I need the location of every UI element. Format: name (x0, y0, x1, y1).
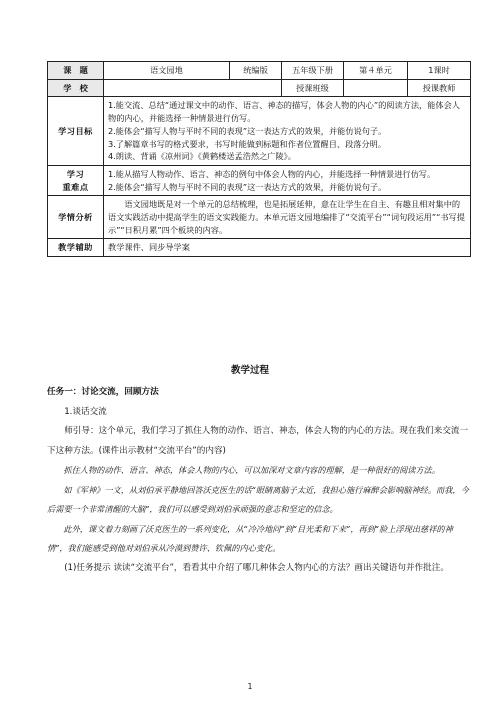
analysis-text: 语文园地既是对一个单元的总结梳理，也是拓展延伸，意在让学生在自主、有趣且相对集中的语文实践活动中提高学生的语文实践能力。本单元语文园地编排了“交流平台”“词句段运用”“书写提示”“日积月累”四个板块的内容。 (108, 199, 465, 235)
keypoints-row (48, 165, 471, 195)
school-row (48, 79, 471, 97)
paragraph: (1)任务提示 读读“交流平台”，看看其中介绍了哪几种体会人物内心的方法？画出关键语句并作批注。 (64, 562, 449, 573)
aids-label: 教学辅助 (48, 239, 104, 257)
class-label: 授课班级 (282, 79, 344, 97)
task-heading: 任务一：讨论交流，回顾方法 (47, 387, 159, 397)
paragraph: 此外，课文着力刻画了沃克医生的一系列变化，从“冷冷地问”到“目光柔和下来”，再到“脸上浮现出慈祥的神情”，我们能感受到他对刘伯承从冷漠到赞许、钦佩的内心变化。 (47, 523, 453, 553)
goals-label: 学习目标 (48, 97, 104, 166)
analysis-label: 学情分析 (48, 196, 104, 239)
goal-item: 2.能体会“描写人物与平时不同的表现”这一表达方式的效果，并能仿说句子。 (108, 125, 387, 136)
class-value (344, 79, 408, 97)
keypoints-content (104, 165, 471, 195)
goals-row (48, 97, 471, 166)
topic-row (48, 62, 471, 80)
grade-value: 五年级下册 (282, 62, 344, 80)
keypoint-item: 1.能从描写人物动作、语言、神态的例句中体会人物的内心，并能选择一种情景进行仿写。 (108, 168, 436, 179)
topic-label: 课 题 (48, 62, 104, 80)
school-label: 学 校 (48, 79, 104, 97)
hours-value: 1课时 (408, 62, 471, 80)
goal-item: 1.能交流、总结“通过课文中的动作、语言、神态的描写，体会人物的内心”的阅读方法，能体会人物的内心，并能选择一种情景进行仿写。 (108, 100, 460, 124)
keypoints-label (48, 165, 104, 195)
aids-row (48, 239, 471, 257)
paragraph: 师引导：这个单元，我们学习了抓住人物的动作、语言、神态，体会人物的内心的方法。现在我们来交流一下这种方法。(课件出示教材“交流平台”的内容) (47, 426, 469, 456)
paragraph: 如《军神》一文，从刘伯承平静地回答沃克医生的话“眼睛离脑子太近，我担心施行麻醉会影响脑神经。而我，今后需要一个非常清醒的大脑”，我们可以感受到刘伯承顽强的意志和坚定的信念。 (47, 484, 469, 514)
teacher-label: 授课教师 (408, 79, 471, 97)
sub-heading: 1.谈话交流 (64, 406, 107, 417)
process-content (47, 383, 470, 578)
paragraph: 抓住人物的动作、语言、神态，体会人物的内心，可以加深对文章内容的理解，是一种很好的阅读方法。 (63, 465, 441, 475)
unit-value: 第４单元 (344, 62, 408, 80)
process-title: 教学过程 (230, 365, 269, 376)
topic-value: 语文园地 (104, 62, 230, 80)
edition-value: 统编版 (230, 62, 282, 80)
keypoint-item: 2.能体会“描写人物与平时不同的表现”这一表达方式的效果，并能仿说句子。 (108, 181, 387, 192)
goal-item: 4.朗读、背诵《凉州词》《黄鹤楼送孟浩然之广陵》。 (108, 151, 296, 162)
page-number: 1 (247, 682, 253, 691)
goals-content (104, 97, 471, 166)
school-value (104, 79, 282, 97)
keypoints-label-line2: 重难点 (62, 181, 89, 192)
analysis-content (104, 196, 471, 239)
aids-content: 教学课件、同步导学案 (104, 239, 471, 257)
lesson-info-table (47, 61, 471, 257)
keypoints-label-line1: 学习 (66, 168, 85, 179)
goal-item: 3.了解篇章书写的格式要求，书写时能做到标题和作者位置醒目、段落分明。 (108, 138, 387, 149)
analysis-row (48, 196, 471, 239)
